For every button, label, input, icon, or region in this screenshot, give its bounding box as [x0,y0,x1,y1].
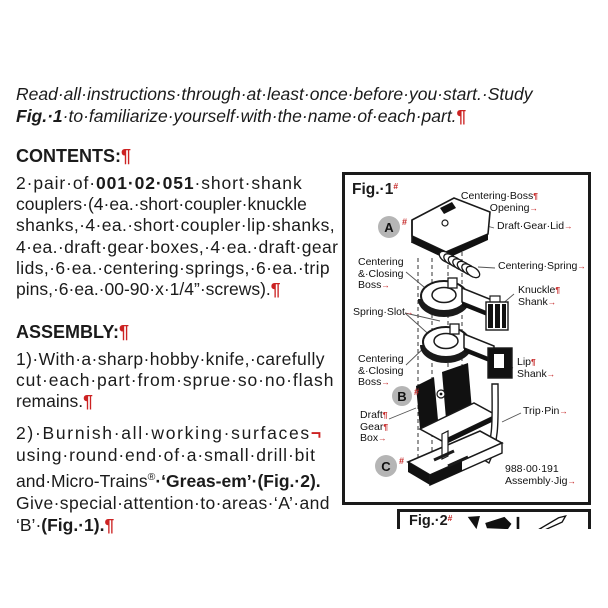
assembly-heading-text: ASSEMBLY: [16,322,120,342]
label-centering-boss-opening [450,191,538,214]
arrow-mark: → [529,202,538,213]
step2-text: ‘B’· [16,514,42,535]
hash-mark: # [393,181,399,191]
area-c-badge [375,455,404,477]
area-a-letter: A [384,219,394,235]
arrow-mark: → [381,280,390,290]
pilcrow-mark: ¶ [456,105,467,126]
optional-hyphen-mark: ¬ [310,423,323,443]
contents-line [16,173,338,194]
step2-line: Give·special·attention·to·areas·‘A’·and [16,492,330,513]
contents-line [16,279,338,300]
step2-line [16,422,330,444]
label-text: Shank [517,367,547,380]
assembly-heading [16,322,129,343]
centering-spring-art [437,249,481,280]
contents-line: lids,·6·ea.·centering·springs,·6·ea.·trip [16,257,331,278]
label-centering-spring [498,261,586,273]
step1-line: 1)·With·a·sharp·hobby·knife,·carefully [16,349,325,369]
pilcrow-mark: ¶ [121,146,132,166]
hash-mark: # [401,217,407,227]
label-text: Centering·Boss [460,190,534,202]
para-mark: ¶ [533,191,538,201]
label-text: Boss [358,279,382,291]
contents-heading [16,146,131,167]
label-draft-gear-lid [497,221,573,233]
hash-mark: # [447,513,453,523]
step2-line: using·round·end·of·a·small·drill·bit [16,445,316,465]
step1-line [16,391,334,412]
assembly-step2-paragraph [16,422,330,536]
pilcrow-mark: ¶ [119,322,130,342]
para-mark: ¶ [555,285,561,295]
arrow-mark: → [378,433,387,443]
registered-trademark: ® [147,471,156,483]
contents-text: pins,·6·ea.·00-90·x·1/4”·screws). [16,279,271,300]
label-text: Spring·Slot [353,306,405,318]
label-trip-pin [523,406,568,418]
pilcrow-mark: ¶ [104,514,115,535]
label-text: Opening [489,201,530,214]
step2-text: and·Micro-Trains [16,470,148,491]
label-text: Lip [517,356,532,368]
figure2-box [397,509,591,529]
step2-text: 2)·Burnish·all·working·surfaces [16,423,311,443]
intro-paragraph [16,84,532,127]
arrow-mark: → [559,406,568,416]
contents-heading-text: CONTENTS: [16,146,121,166]
para-mark: ¶ [383,421,389,432]
arrow-mark: → [546,368,556,379]
para-mark: ¶ [382,410,388,420]
pilcrow-mark: ¶ [270,279,281,300]
greas-em-name: ·‘Greas-em’· [155,470,258,491]
step1-line: cut·each·part·from·sprue·so·no·flash [16,370,335,391]
area-c-letter: C [381,458,391,474]
label-text: Box [360,432,379,444]
label-text: Centering [358,353,404,365]
label-text: Gear [360,420,384,433]
arrow-mark: → [381,377,390,387]
fig2-reference: (Fig.·2). [257,470,321,491]
label-centering-closing-boss-2 [358,354,404,389]
intro-line-1: Read·all·instructions·through·at·least·once·before·you·start.·Study [16,84,533,104]
label-text: Centering [358,256,404,268]
arrow-mark: → [547,296,557,307]
label-text: Draft·Gear·Lid [497,220,565,232]
contents-line: couplers·(4·ea.·short·coupler·knuckle [16,194,307,215]
label-text: Centering·Spring [498,260,578,272]
step2-line [16,466,330,492]
label-lip-shank [517,357,555,380]
area-b-letter: B [397,388,407,404]
figure2-title [409,513,453,529]
contents-line: 4·ea.·draft·gear·boxes,·4·ea.·draft·gear [16,236,339,257]
part-number: 001·02·051 [96,173,195,193]
label-text: &·Closing [358,267,404,280]
label-text: Boss [358,376,382,388]
hash-mark: # [413,387,419,397]
step2-line [16,514,330,536]
jig-part-number: 988·00·191 [505,463,559,475]
arrow-mark: → [577,261,586,271]
label-text: Trip·Pin [523,405,560,417]
intro-line-2 [16,106,532,128]
hash-mark: # [398,456,404,466]
label-text: Shank [518,295,548,308]
knuckle-shank-art [421,278,508,330]
contents-text: 2·pair·of· [16,173,96,193]
label-text: Assembly·Jig [505,474,568,487]
step1-text: remains. [16,391,84,412]
figure2-title-text: Fig.·2 [409,513,448,529]
label-knuckle-shank [518,285,560,308]
label-text: &·Closing [358,364,404,377]
figure1-title [352,181,399,199]
fig1-reference: (Fig.·1). [41,514,105,535]
contents-line: shanks,·4·ea.·short·coupler·lip·shanks, [16,215,336,236]
label-spring-slot [353,307,413,319]
contents-paragraph [16,173,338,300]
assembly-step1-paragraph [16,349,334,413]
figure1-title-text: Fig.·1 [352,181,394,198]
pilcrow-mark: ¶ [83,391,93,412]
para-mark: ¶ [531,357,536,367]
area-b-badge [392,386,419,406]
intro-line-2-rest: ·to·familiarize·yourself·with·the·name·of·each·part. [62,105,457,126]
area-a-badge [378,216,407,238]
label-centering-closing-boss-1 [358,257,404,292]
arrow-mark: → [404,307,414,317]
arrow-mark: → [564,221,573,231]
label-draft-gear-box [360,410,388,445]
contents-text: ·short·shank [194,173,303,193]
label-assembly-jig [505,464,576,487]
label-text: Knuckle [518,284,556,296]
label-text: Draft [360,409,383,421]
figure2-artwork-partial [466,514,588,529]
arrow-mark: → [567,475,576,486]
fig1-reference: Fig.·1 [16,105,63,126]
